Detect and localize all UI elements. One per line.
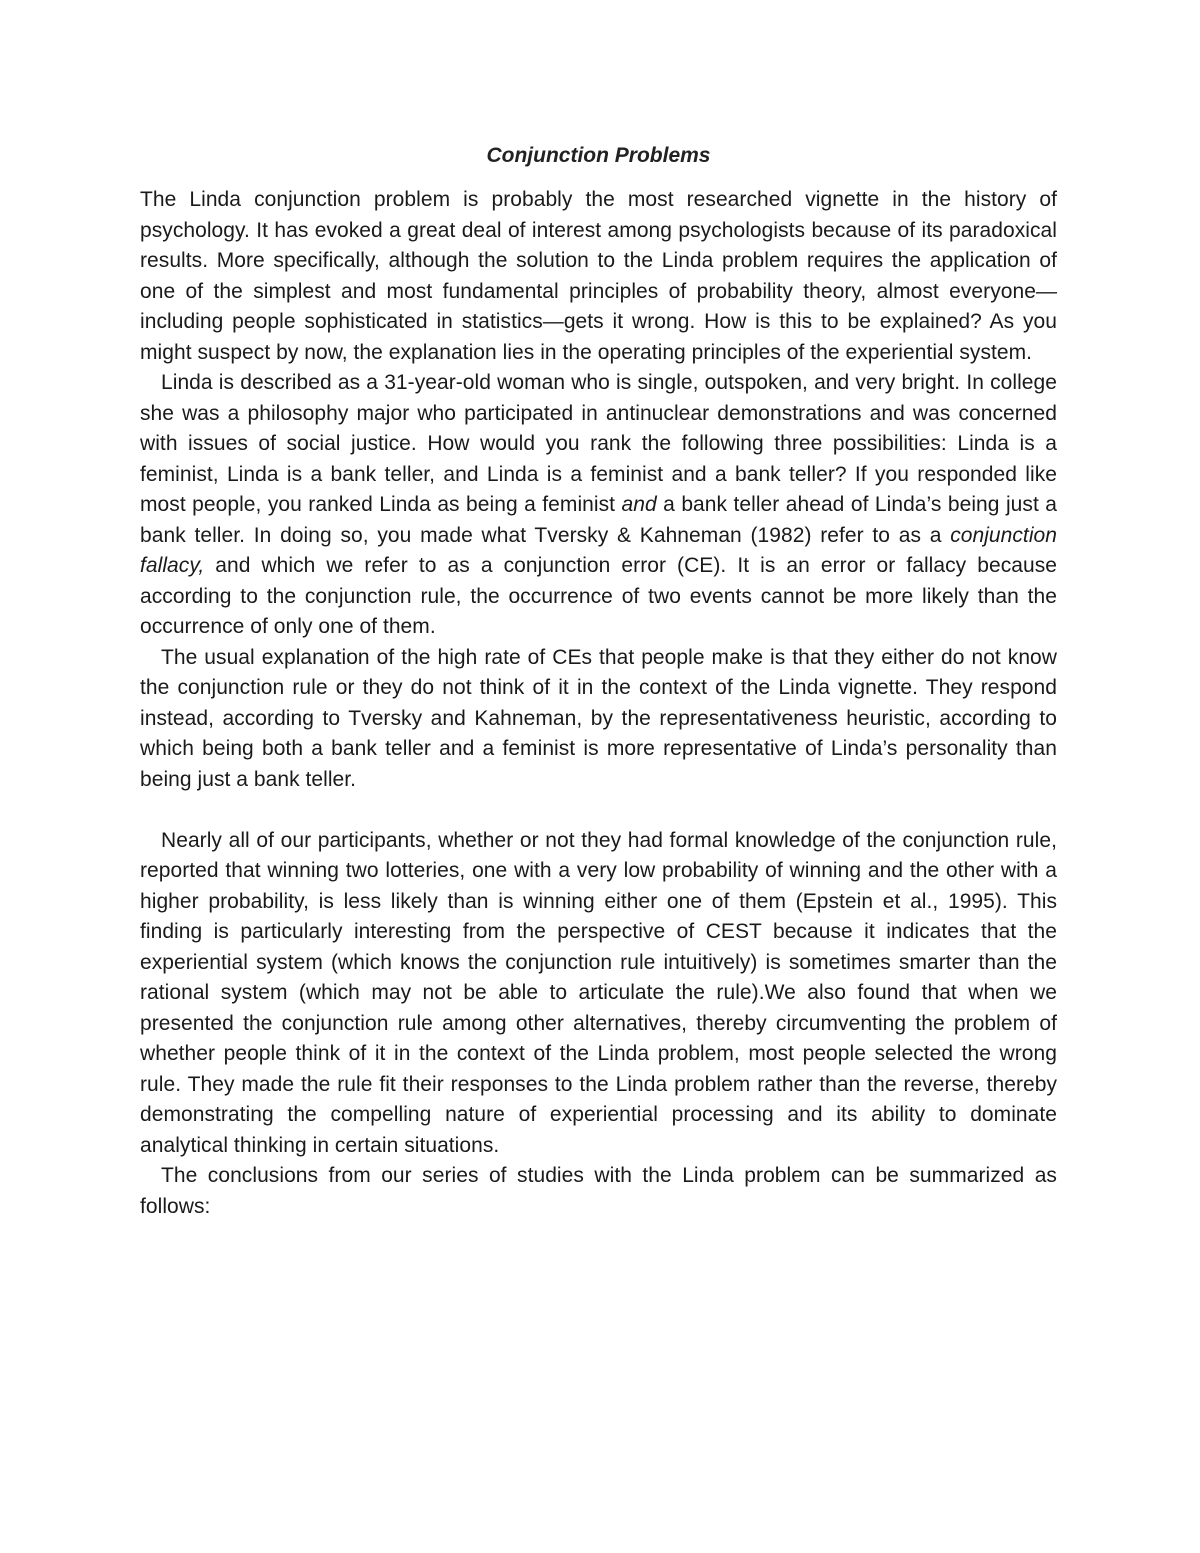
- paragraph-intro: The Linda conjunction problem is probably the most researched vignette in the history of psychology. It has evoked a great deal of interest among psychologists because of its paradoxical results. More specifically, although the solution to the Linda problem requires the application of one of the simplest and most fundamental principles of probability theory, almost everyone—including people sophisticated in statistics—gets it wrong. How is this to be explained? As you might suspect by now, the explanation lies in the operating principles of the experiential system.: [140, 188, 1057, 364]
- paragraph-spacer: [140, 795, 1057, 826]
- paragraph-participants: Nearly all of our participants, whether or not they had formal knowledge of the conjunction rule, reported that winning two lotteries, one with a very low probability of winning and the other with a higher probability, is less likely than is winning either one of them (Epstein et al., 1995). This finding is particularly interesting from the perspective of CEST because it indicates that the experiential system (which knows the conjunction rule intuitively) is sometimes smarter than the rational system (which may not be able to articulate the rule).We also found that when we presented the conjunction rule among other alternatives, thereby circumventing the problem of whether people think of it in the context of the Linda problem, most people selected the wrong rule. They made the rule fit their responses to the Linda problem rather than the reverse, thereby demonstrating the compelling nature of experiential processing and its ability to dominate analytical thinking in certain situations.: [140, 828, 1057, 1157]
- paragraph-linda-description: [140, 368, 1057, 643]
- paragraph-text: and which we refer to as a conjunction error (CE). It is an error or fallacy because according to the conjunction rule, the occurrence of two events cannot be more likely than the occurrence of only one of them.: [140, 554, 1057, 638]
- document-page: [140, 140, 1057, 1222]
- emphasis-and: and: [621, 493, 657, 516]
- paragraph-usual-explanation: The usual explanation of the high rate of CEs that people make is that they either do not know the conjunction rule or they do not think of it in the context of the Linda vignette. They respond instead, according to Tversky and Kahneman, by the representativeness heuristic, according to which being both a bank teller and a feminist is more representative of Linda’s personality than being just a bank teller.: [140, 645, 1057, 791]
- paragraph-conclusions: The conclusions from our series of studies with the Linda problem can be summarized as follows:: [140, 1164, 1057, 1218]
- paragraph-text: Linda is described as a 31-year-old woman who is single, outspoken, and very bright. In college she was a philosophy major who participated in antinuclear demonstrations and was concerned with issues of social justice. How would you rank the following three possibilities: Linda is a feminist, Linda is a bank teller, and Linda is a feminist and a bank teller? If you responded like most people, you ranked Linda as being a feminist: [140, 371, 1057, 516]
- page-title: Conjunction Problems: [486, 144, 711, 167]
- paragraph-text: a bank teller ahead of Linda’s being just a bank teller. In doing so, you made what Tversky & Kahneman (1982) refer to as a: [140, 493, 1057, 547]
- emphasis-conjunction-fallacy: conjunction fallacy,: [140, 523, 1057, 577]
